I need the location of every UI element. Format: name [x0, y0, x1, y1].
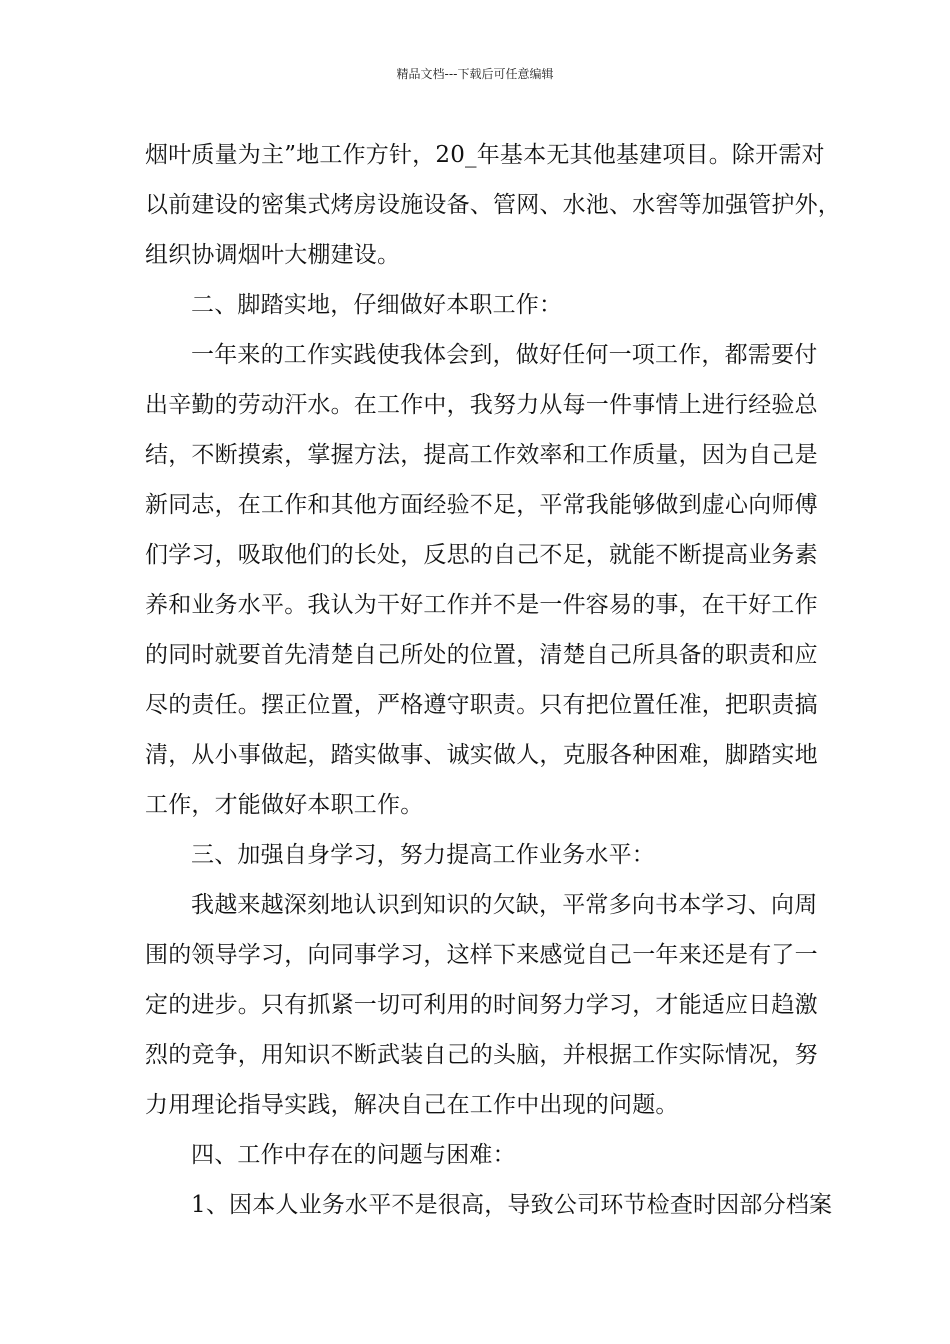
text-line: 烟叶质量为主”地工作方针，20_年基本无其他基建项目。除开需对 [145, 142, 825, 168]
document-body [145, 130, 841, 1230]
section-heading: 四、工作中存在的问题与困难： [191, 1142, 516, 1168]
paragraph-section-2 [145, 330, 818, 830]
section-heading-4 [145, 1130, 807, 1180]
text-line: 养和业务水平。我认为干好工作并不是一件容易的事，在干好工作 [145, 592, 818, 618]
paragraph-intro-continued [145, 130, 841, 280]
text-line: 出辛勤的劳动汗水。在工作中，我努力从每一件事情上进行经验总 [145, 392, 818, 418]
text-line: 们学习，吸取他们的长处，反思的自己不足，就能不断提高业务素 [145, 542, 818, 568]
text-line: 的同时就要首先清楚自己所处的位置，清楚自己所具备的职责和应 [145, 642, 818, 668]
section-heading: 二、脚踏实地，仔细做好本职工作： [191, 292, 563, 318]
paragraph-section-4 [145, 1180, 833, 1230]
text-line: 以前建设的密集式烤房设施设备、管网、水池、水窖等加强管护外， [145, 192, 841, 218]
text-line: 定的进步。只有抓紧一切可利用的时间努力学习，才能适应日趋激 [145, 992, 818, 1018]
section-heading-3 [145, 830, 807, 880]
text-line: 我越来越深刻地认识到知识的欠缺，平常多向书本学习、向周 [191, 892, 818, 918]
text-line: 工作，才能做好本职工作。 [145, 792, 424, 818]
text-line: 烈的竞争，用知识不断武装自己的头脑，并根据工作实际情况，努 [145, 1042, 818, 1068]
section-heading: 三、加强自身学习，努力提高工作业务水平： [191, 842, 655, 868]
text-line: 一年来的工作实践使我体会到，做好任何一项工作，都需要付 [191, 342, 818, 368]
section-heading-2 [145, 280, 807, 330]
text-line: 清，从小事做起，踏实做事、诚实做人，克服各种困难，脚踏实地 [145, 742, 818, 768]
text-line: 组织协调烟叶大棚建设。 [145, 242, 401, 268]
text-line: 尽的责任。摆正位置，严格遵守职责。只有把位置任准，把职责搞 [145, 692, 818, 718]
text-line: 新同志，在工作和其他方面经验不足，平常我能够做到虚心向师傅 [145, 492, 818, 518]
paragraph-section-3 [145, 880, 818, 1130]
text-line: 结，不断摸索，掌握方法，提高工作效率和工作质量，因为自己是 [145, 442, 818, 468]
text-line: 围的领导学习，向同事学习，这样下来感觉自己一年来还是有了一 [145, 942, 818, 968]
text-line: 力用理论指导实践，解决自己在工作中出现的问题。 [145, 1092, 679, 1118]
text-line: 1、因本人业务水平不是很高，导致公司环节检查时因部分档案 [191, 1192, 833, 1218]
page-header: 精品文档---下载后可任意编辑 [396, 67, 554, 81]
